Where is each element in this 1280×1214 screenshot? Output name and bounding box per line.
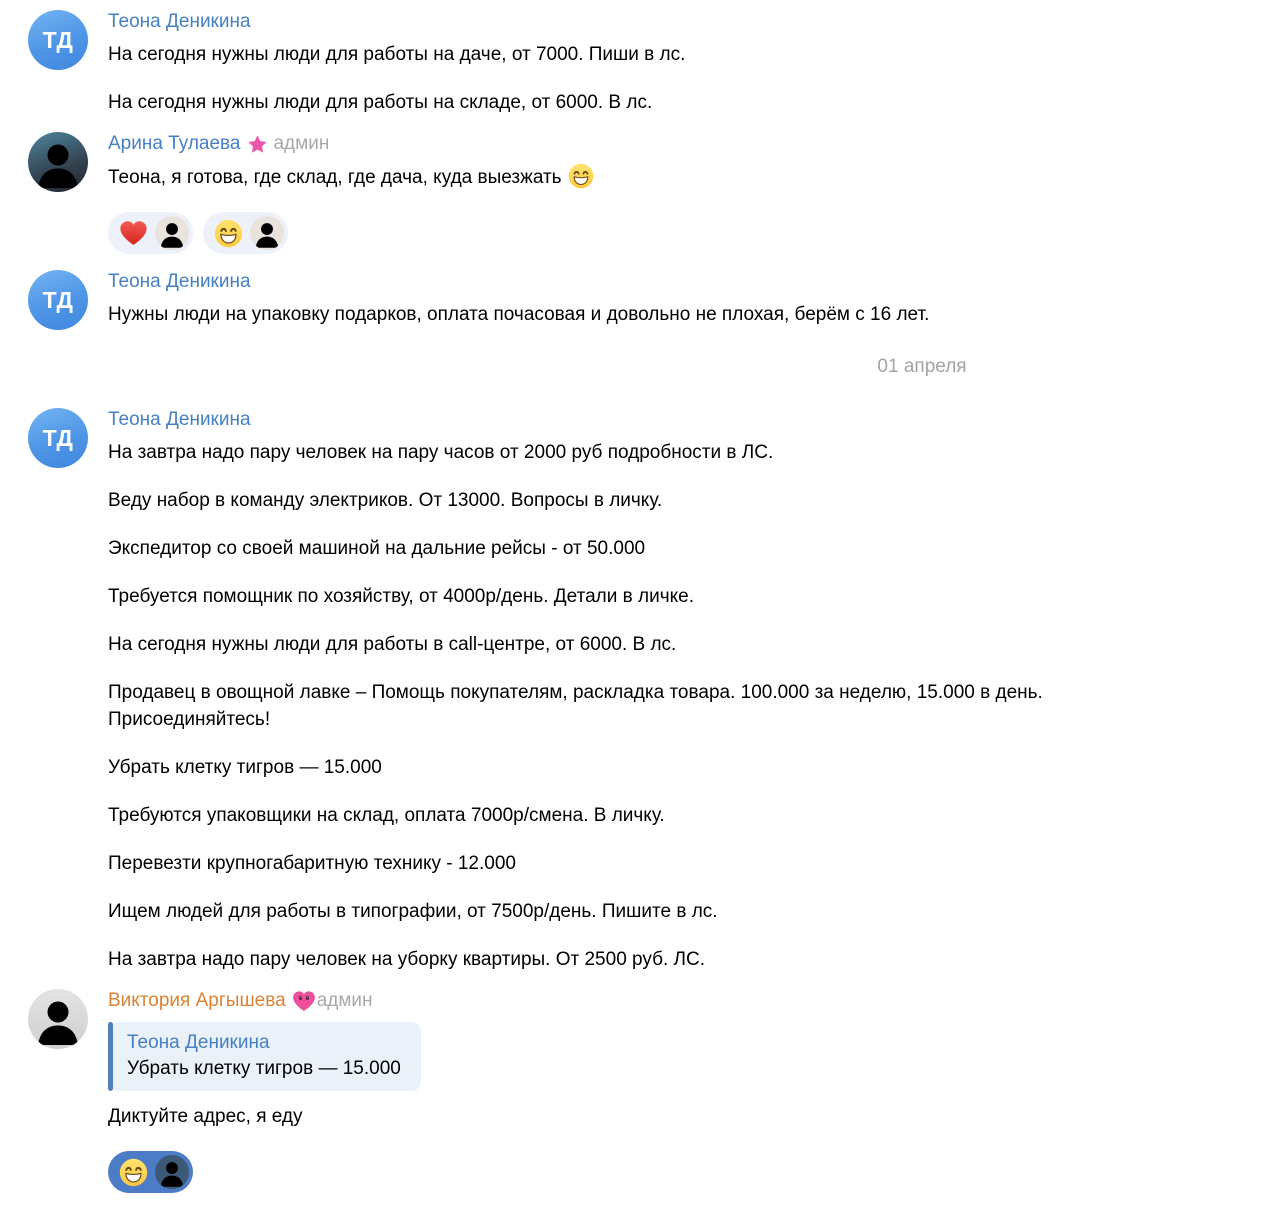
author-name[interactable]: Теона Деникина — [108, 409, 251, 430]
reactions-row — [108, 212, 1190, 254]
reaction-grin-selected[interactable] — [108, 1151, 193, 1193]
avatar[interactable] — [28, 132, 88, 192]
message-text: Перевезти крупногабаритную технику - 12.000 — [108, 853, 516, 874]
author-row — [108, 406, 1190, 432]
message-group — [0, 268, 1280, 328]
message-text: Теона, я готова, где склад, где дача, куда выезжать — [108, 163, 1180, 191]
author-row — [108, 130, 1190, 156]
red-heart-emoji-icon — [119, 219, 148, 248]
avatar[interactable] — [28, 10, 88, 70]
message-text: Диктуйте адрес, я еду — [108, 1106, 303, 1127]
message-group — [0, 8, 1280, 116]
message-text: Нужны люди на упаковку подарков, оплата почасовая и довольно не плохая, берём с 16 лет. — [108, 304, 930, 325]
avatar-initials: ТД — [42, 424, 74, 451]
reaction-grin[interactable] — [203, 212, 288, 254]
author-name[interactable]: Теона Деникина — [108, 271, 251, 292]
avatar-initials: ТД — [42, 286, 74, 313]
message-group — [0, 406, 1280, 973]
message-text: На сегодня нужны люди для работы на складе, от 6000. В лс. — [108, 92, 653, 113]
quote-author-name: Теона Деникина — [127, 1032, 270, 1053]
message-text: На завтра надо пару человек на пару часов от 2000 руб подробности в ЛС. — [108, 442, 774, 463]
admin-label: админ — [316, 990, 373, 1011]
grinning-face-emoji-icon — [568, 163, 594, 189]
quote-bar — [108, 1022, 113, 1091]
reactions-row — [108, 1151, 1190, 1193]
author-row — [108, 987, 1190, 1013]
reactor-avatar — [155, 1155, 189, 1189]
message-text: Продавец в овощной лавке – Помощь покупателям, раскладка товара. 100.000 за неделю, 15.000 в день. Присоединяйтесь! — [108, 682, 1043, 730]
message-text: Веду набор в команду электриков. От 13000. Вопросы в личку. — [108, 490, 663, 511]
author-name[interactable]: Арина Тулаева — [108, 133, 241, 154]
reactor-avatar — [155, 216, 189, 250]
reactor-avatar — [250, 216, 284, 250]
author-row — [108, 268, 1190, 294]
message-text: Ищем людей для работы в типографии, от 7500р/день. Пишите в лс. — [108, 901, 718, 922]
pink-heart-icon — [292, 990, 316, 1013]
pink-star-icon — [247, 134, 268, 155]
message-text: На сегодня нужны люди для работы в call-центре, от 6000. В лс. — [108, 634, 677, 655]
message-group — [0, 130, 1280, 254]
date-separator — [0, 353, 1280, 380]
grinning-face-emoji-icon — [119, 1158, 148, 1187]
avatar[interactable] — [28, 408, 88, 468]
message-text: Требуются упаковщики на склад, оплата 7000р/смена. В личку. — [108, 805, 665, 826]
author-name[interactable]: Виктория Аргышева — [108, 990, 286, 1011]
message-text: Экспедитор со своей машиной на дальние рейсы - от 50.000 — [108, 538, 646, 559]
grinning-face-emoji-icon — [214, 219, 243, 248]
date-label: 01 апреля — [877, 356, 967, 377]
message-text: Убрать клетку тигров — 15.000 — [108, 757, 382, 778]
avatar[interactable] — [28, 270, 88, 330]
message-group — [0, 987, 1280, 1193]
avatar[interactable] — [28, 989, 88, 1049]
reaction-heart[interactable] — [108, 212, 193, 254]
message-text: Требуется помощник по хозяйству, от 4000р/день. Детали в личке. — [108, 586, 694, 607]
message-text: На сегодня нужны люди для работы на даче, от 7000. Пиши в лс. — [108, 44, 686, 65]
admin-label: админ — [273, 133, 330, 154]
replied-message[interactable] — [108, 1022, 421, 1091]
author-name[interactable]: Теона Деникина — [108, 11, 251, 32]
author-row — [108, 8, 1190, 34]
avatar-initials: ТД — [42, 26, 74, 53]
quote-text: Убрать клетку тигров — 15.000 — [127, 1058, 401, 1079]
message-text: На завтра надо пару человек на уборку квартиры. От 2500 руб. ЛС. — [108, 949, 706, 970]
